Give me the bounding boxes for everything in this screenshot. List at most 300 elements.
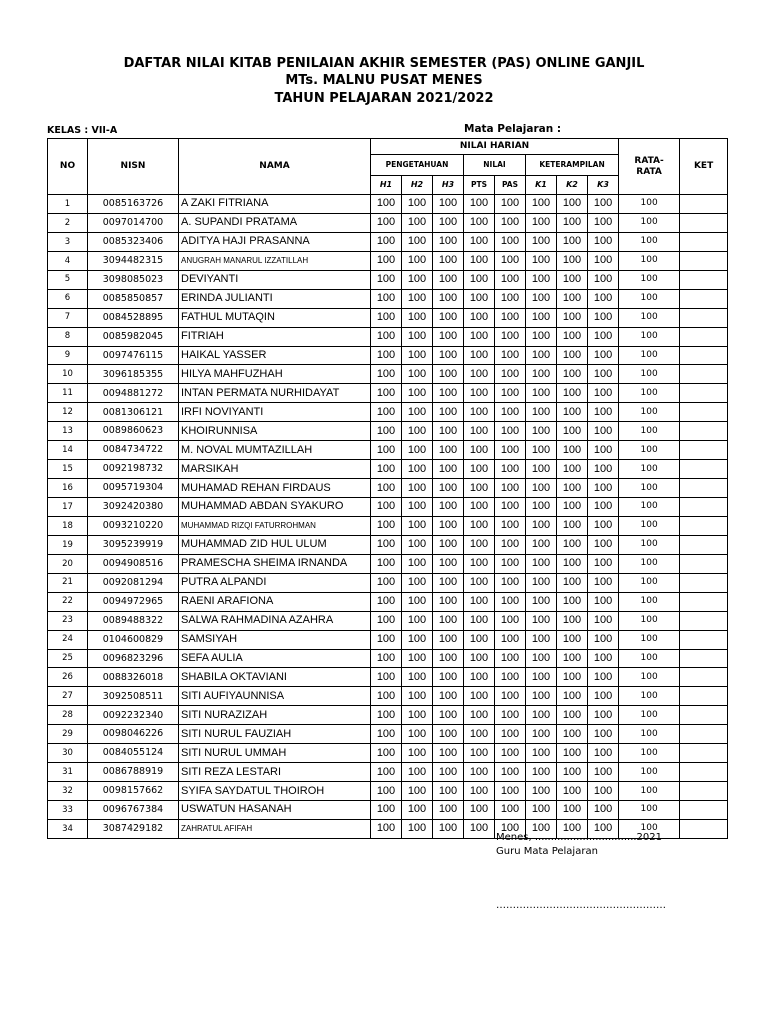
row-k3: 100 bbox=[588, 195, 619, 214]
row-k3: 100 bbox=[588, 535, 619, 554]
row-k1: 100 bbox=[526, 213, 557, 232]
row-pas: 100 bbox=[495, 592, 526, 611]
row-no: 15 bbox=[48, 460, 88, 479]
row-nama: SITI REZA LESTARI bbox=[179, 763, 371, 782]
row-pas: 100 bbox=[495, 308, 526, 327]
row-h1: 100 bbox=[371, 195, 402, 214]
row-ket bbox=[680, 630, 728, 649]
row-h1: 100 bbox=[371, 384, 402, 403]
table-row bbox=[48, 232, 728, 251]
row-k2: 100 bbox=[557, 611, 588, 630]
row-h2: 100 bbox=[402, 384, 433, 403]
row-k1: 100 bbox=[526, 725, 557, 744]
row-nisn: 0081306121 bbox=[88, 403, 179, 422]
row-h1: 100 bbox=[371, 801, 402, 820]
row-h1: 100 bbox=[371, 554, 402, 573]
row-k3: 100 bbox=[588, 687, 619, 706]
row-k2: 100 bbox=[557, 479, 588, 498]
row-h1: 100 bbox=[371, 346, 402, 365]
row-h1: 100 bbox=[371, 611, 402, 630]
row-k3: 100 bbox=[588, 668, 619, 687]
row-h3: 100 bbox=[433, 251, 464, 270]
row-k3: 100 bbox=[588, 213, 619, 232]
table-row bbox=[48, 327, 728, 346]
row-h2: 100 bbox=[402, 725, 433, 744]
row-no: 30 bbox=[48, 744, 88, 763]
row-h3: 100 bbox=[433, 498, 464, 517]
row-rata-rata: 100 bbox=[619, 554, 680, 573]
row-h3: 100 bbox=[433, 270, 464, 289]
row-ket bbox=[680, 706, 728, 725]
row-h1: 100 bbox=[371, 232, 402, 251]
row-k2: 100 bbox=[557, 516, 588, 535]
row-pas: 100 bbox=[495, 289, 526, 308]
row-h2: 100 bbox=[402, 763, 433, 782]
row-ket bbox=[680, 270, 728, 289]
row-nama: MUHAMMAD ABDAN SYAKURO bbox=[179, 498, 371, 517]
row-pts: 100 bbox=[464, 251, 495, 270]
row-h3: 100 bbox=[433, 327, 464, 346]
row-h2: 100 bbox=[402, 441, 433, 460]
row-k3: 100 bbox=[588, 801, 619, 820]
row-ket bbox=[680, 573, 728, 592]
row-h1: 100 bbox=[371, 592, 402, 611]
row-k3: 100 bbox=[588, 554, 619, 573]
row-h3: 100 bbox=[433, 819, 464, 838]
row-no: 14 bbox=[48, 441, 88, 460]
row-h3: 100 bbox=[433, 744, 464, 763]
row-k3: 100 bbox=[588, 384, 619, 403]
row-ket bbox=[680, 725, 728, 744]
row-h2: 100 bbox=[402, 535, 433, 554]
row-pts: 100 bbox=[464, 213, 495, 232]
row-nisn: 0085163726 bbox=[88, 195, 179, 214]
row-k3: 100 bbox=[588, 422, 619, 441]
row-h1: 100 bbox=[371, 289, 402, 308]
row-k1: 100 bbox=[526, 308, 557, 327]
row-h2: 100 bbox=[402, 422, 433, 441]
row-no: 1 bbox=[48, 195, 88, 214]
table-row bbox=[48, 725, 728, 744]
row-h3: 100 bbox=[433, 516, 464, 535]
table-row bbox=[48, 782, 728, 801]
row-k1: 100 bbox=[526, 384, 557, 403]
row-k1: 100 bbox=[526, 289, 557, 308]
row-pts: 100 bbox=[464, 365, 495, 384]
row-h3: 100 bbox=[433, 668, 464, 687]
header-sub-h2: H2 bbox=[402, 176, 433, 195]
row-h3: 100 bbox=[433, 782, 464, 801]
header-nama: NAMA bbox=[179, 139, 371, 195]
row-nisn: 0089860623 bbox=[88, 422, 179, 441]
row-h2: 100 bbox=[402, 819, 433, 838]
row-rata-rata: 100 bbox=[619, 573, 680, 592]
row-ket bbox=[680, 592, 728, 611]
row-k2: 100 bbox=[557, 763, 588, 782]
table-row bbox=[48, 308, 728, 327]
row-nama: USWATUN HASANAH bbox=[179, 801, 371, 820]
table-row bbox=[48, 384, 728, 403]
row-pas: 100 bbox=[495, 630, 526, 649]
table-row bbox=[48, 516, 728, 535]
row-pts: 100 bbox=[464, 346, 495, 365]
row-k1: 100 bbox=[526, 365, 557, 384]
row-nama: A. SUPANDI PRATAMA bbox=[179, 213, 371, 232]
row-pas: 100 bbox=[495, 327, 526, 346]
row-k3: 100 bbox=[588, 498, 619, 517]
row-nama: SITI NURUL FAUZIAH bbox=[179, 725, 371, 744]
row-pts: 100 bbox=[464, 687, 495, 706]
row-h2: 100 bbox=[402, 308, 433, 327]
row-h3: 100 bbox=[433, 535, 464, 554]
row-h3: 100 bbox=[433, 232, 464, 251]
row-k1: 100 bbox=[526, 801, 557, 820]
row-k3: 100 bbox=[588, 744, 619, 763]
row-rata-rata: 100 bbox=[619, 213, 680, 232]
row-rata-rata: 100 bbox=[619, 384, 680, 403]
row-no: 27 bbox=[48, 687, 88, 706]
row-pts: 100 bbox=[464, 611, 495, 630]
row-ket bbox=[680, 422, 728, 441]
row-no: 9 bbox=[48, 346, 88, 365]
row-h1: 100 bbox=[371, 516, 402, 535]
row-rata-rata: 100 bbox=[619, 346, 680, 365]
row-nama: RAENI ARAFIONA bbox=[179, 592, 371, 611]
row-ket bbox=[680, 611, 728, 630]
row-no: 11 bbox=[48, 384, 88, 403]
table-row bbox=[48, 535, 728, 554]
row-pts: 100 bbox=[464, 498, 495, 517]
row-rata-rata: 100 bbox=[619, 270, 680, 289]
table-row bbox=[48, 706, 728, 725]
row-k3: 100 bbox=[588, 725, 619, 744]
row-no: 18 bbox=[48, 516, 88, 535]
row-h2: 100 bbox=[402, 782, 433, 801]
row-nama: PRAMESCHA SHEIMA IRNANDA bbox=[179, 554, 371, 573]
row-pts: 100 bbox=[464, 535, 495, 554]
row-nama: ZAHRATUL AFIFAH bbox=[179, 819, 371, 838]
row-rata-rata: 100 bbox=[619, 630, 680, 649]
row-pts: 100 bbox=[464, 422, 495, 441]
row-k1: 100 bbox=[526, 649, 557, 668]
row-h1: 100 bbox=[371, 649, 402, 668]
table-row bbox=[48, 498, 728, 517]
row-nisn: 0096767384 bbox=[88, 801, 179, 820]
row-k3: 100 bbox=[588, 346, 619, 365]
row-nama: DEVIYANTI bbox=[179, 270, 371, 289]
table-row bbox=[48, 441, 728, 460]
row-pts: 100 bbox=[464, 782, 495, 801]
row-pts: 100 bbox=[464, 592, 495, 611]
row-nisn: 0085850857 bbox=[88, 289, 179, 308]
row-k3: 100 bbox=[588, 782, 619, 801]
row-rata-rata: 100 bbox=[619, 327, 680, 346]
row-rata-rata: 100 bbox=[619, 649, 680, 668]
row-pas: 100 bbox=[495, 687, 526, 706]
row-no: 2 bbox=[48, 213, 88, 232]
row-nisn: 0084528895 bbox=[88, 308, 179, 327]
row-pts: 100 bbox=[464, 270, 495, 289]
row-h2: 100 bbox=[402, 270, 433, 289]
row-ket bbox=[680, 384, 728, 403]
row-nisn: 0096823296 bbox=[88, 649, 179, 668]
row-rata-rata: 100 bbox=[619, 763, 680, 782]
row-h2: 100 bbox=[402, 630, 433, 649]
row-h1: 100 bbox=[371, 479, 402, 498]
table-row bbox=[48, 270, 728, 289]
row-pts: 100 bbox=[464, 706, 495, 725]
row-h1: 100 bbox=[371, 687, 402, 706]
row-k2: 100 bbox=[557, 573, 588, 592]
row-nama: INTAN PERMATA NURHIDAYAT bbox=[179, 384, 371, 403]
row-nisn: 0104600829 bbox=[88, 630, 179, 649]
row-rata-rata: 100 bbox=[619, 460, 680, 479]
row-k1: 100 bbox=[526, 706, 557, 725]
row-h3: 100 bbox=[433, 308, 464, 327]
row-no: 26 bbox=[48, 668, 88, 687]
row-k1: 100 bbox=[526, 422, 557, 441]
row-h3: 100 bbox=[433, 554, 464, 573]
row-h1: 100 bbox=[371, 573, 402, 592]
row-k3: 100 bbox=[588, 308, 619, 327]
row-k2: 100 bbox=[557, 195, 588, 214]
row-no: 3 bbox=[48, 232, 88, 251]
row-nama: A ZAKI FITRIANA bbox=[179, 195, 371, 214]
row-no: 6 bbox=[48, 289, 88, 308]
row-no: 5 bbox=[48, 270, 88, 289]
header-ket: KET bbox=[680, 139, 728, 195]
row-pas: 100 bbox=[495, 706, 526, 725]
row-h1: 100 bbox=[371, 498, 402, 517]
row-rata-rata: 100 bbox=[619, 782, 680, 801]
row-h2: 100 bbox=[402, 403, 433, 422]
row-h2: 100 bbox=[402, 611, 433, 630]
row-pts: 100 bbox=[464, 630, 495, 649]
table-row bbox=[48, 573, 728, 592]
header-nilai-harian: NILAI HARIAN bbox=[371, 139, 619, 155]
row-k1: 100 bbox=[526, 668, 557, 687]
row-h1: 100 bbox=[371, 460, 402, 479]
table-row bbox=[48, 422, 728, 441]
row-rata-rata: 100 bbox=[619, 289, 680, 308]
row-no: 28 bbox=[48, 706, 88, 725]
table-row bbox=[48, 649, 728, 668]
row-k1: 100 bbox=[526, 592, 557, 611]
row-ket bbox=[680, 251, 728, 270]
row-ket bbox=[680, 327, 728, 346]
row-nisn: 0097014700 bbox=[88, 213, 179, 232]
table-row bbox=[48, 763, 728, 782]
row-pts: 100 bbox=[464, 573, 495, 592]
row-k3: 100 bbox=[588, 649, 619, 668]
row-h3: 100 bbox=[433, 801, 464, 820]
row-h3: 100 bbox=[433, 365, 464, 384]
row-pts: 100 bbox=[464, 232, 495, 251]
row-k3: 100 bbox=[588, 763, 619, 782]
row-k2: 100 bbox=[557, 232, 588, 251]
row-k1: 100 bbox=[526, 498, 557, 517]
row-ket bbox=[680, 346, 728, 365]
row-pts: 100 bbox=[464, 289, 495, 308]
row-nisn: 0086788919 bbox=[88, 763, 179, 782]
row-nisn: 0092081294 bbox=[88, 573, 179, 592]
row-h3: 100 bbox=[433, 649, 464, 668]
row-rata-rata: 100 bbox=[619, 308, 680, 327]
row-nama: MARSIKAH bbox=[179, 460, 371, 479]
row-no: 19 bbox=[48, 535, 88, 554]
row-k3: 100 bbox=[588, 611, 619, 630]
row-k2: 100 bbox=[557, 289, 588, 308]
row-k2: 100 bbox=[557, 687, 588, 706]
row-h1: 100 bbox=[371, 744, 402, 763]
row-k1: 100 bbox=[526, 270, 557, 289]
row-pas: 100 bbox=[495, 573, 526, 592]
row-h2: 100 bbox=[402, 251, 433, 270]
row-pts: 100 bbox=[464, 744, 495, 763]
row-pts: 100 bbox=[464, 668, 495, 687]
row-k2: 100 bbox=[557, 460, 588, 479]
row-k1: 100 bbox=[526, 744, 557, 763]
row-ket bbox=[680, 554, 728, 573]
row-pas: 100 bbox=[495, 346, 526, 365]
row-nama: KHOIRUNNISA bbox=[179, 422, 371, 441]
row-k2: 100 bbox=[557, 441, 588, 460]
row-pas: 100 bbox=[495, 516, 526, 535]
row-rata-rata: 100 bbox=[619, 251, 680, 270]
row-pas: 100 bbox=[495, 479, 526, 498]
row-k1: 100 bbox=[526, 460, 557, 479]
row-h2: 100 bbox=[402, 649, 433, 668]
row-no: 31 bbox=[48, 763, 88, 782]
signature-date: Menes, ................................2021 bbox=[496, 832, 663, 843]
header-sub-k3: K3 bbox=[588, 176, 619, 195]
row-k2: 100 bbox=[557, 592, 588, 611]
row-k2: 100 bbox=[557, 327, 588, 346]
row-nama: SHABILA OKTAVIANI bbox=[179, 668, 371, 687]
row-no: 13 bbox=[48, 422, 88, 441]
row-nama: SITI NURUL UMMAH bbox=[179, 744, 371, 763]
row-ket bbox=[680, 479, 728, 498]
row-k2: 100 bbox=[557, 668, 588, 687]
row-nama: ANUGRAH MANARUL IZZATILLAH bbox=[179, 251, 371, 270]
row-nama: FATHUL MUTAQIN bbox=[179, 308, 371, 327]
row-h3: 100 bbox=[433, 763, 464, 782]
row-k3: 100 bbox=[588, 441, 619, 460]
row-h1: 100 bbox=[371, 327, 402, 346]
row-rata-rata: 100 bbox=[619, 744, 680, 763]
row-pts: 100 bbox=[464, 763, 495, 782]
row-h2: 100 bbox=[402, 801, 433, 820]
row-k2: 100 bbox=[557, 801, 588, 820]
table-row bbox=[48, 801, 728, 820]
row-h2: 100 bbox=[402, 327, 433, 346]
row-nisn: 0084734722 bbox=[88, 441, 179, 460]
row-rata-rata: 100 bbox=[619, 535, 680, 554]
row-pas: 100 bbox=[495, 744, 526, 763]
row-h3: 100 bbox=[433, 346, 464, 365]
row-ket bbox=[680, 289, 728, 308]
table-row bbox=[48, 365, 728, 384]
row-pas: 100 bbox=[495, 270, 526, 289]
table-row bbox=[48, 611, 728, 630]
signature-line: …………………………………………… bbox=[496, 900, 666, 911]
row-h3: 100 bbox=[433, 573, 464, 592]
row-k3: 100 bbox=[588, 573, 619, 592]
row-no: 17 bbox=[48, 498, 88, 517]
row-nisn: 0092198732 bbox=[88, 460, 179, 479]
row-h2: 100 bbox=[402, 592, 433, 611]
row-pts: 100 bbox=[464, 441, 495, 460]
row-k1: 100 bbox=[526, 630, 557, 649]
row-pas: 100 bbox=[495, 195, 526, 214]
row-pts: 100 bbox=[464, 195, 495, 214]
row-rata-rata: 100 bbox=[619, 441, 680, 460]
row-k1: 100 bbox=[526, 573, 557, 592]
grades-table bbox=[47, 138, 728, 839]
row-nama: MUHAMMAD RIZQI FATURROHMAN bbox=[179, 516, 371, 535]
table-header bbox=[48, 139, 728, 195]
row-rata-rata: 100 bbox=[619, 195, 680, 214]
row-nama: SAMSIYAH bbox=[179, 630, 371, 649]
row-k1: 100 bbox=[526, 346, 557, 365]
row-no: 22 bbox=[48, 592, 88, 611]
row-nama: ERINDA JULIANTI bbox=[179, 289, 371, 308]
row-k2: 100 bbox=[557, 782, 588, 801]
row-ket bbox=[680, 195, 728, 214]
row-k1: 100 bbox=[526, 819, 557, 838]
row-rata-rata: 100 bbox=[619, 801, 680, 820]
row-no: 24 bbox=[48, 630, 88, 649]
row-rata-rata: 100 bbox=[619, 403, 680, 422]
row-rata-rata: 100 bbox=[619, 725, 680, 744]
table-row bbox=[48, 668, 728, 687]
header-sub-pas: PAS bbox=[495, 176, 526, 195]
row-ket bbox=[680, 365, 728, 384]
row-h3: 100 bbox=[433, 441, 464, 460]
table-row bbox=[48, 744, 728, 763]
row-k3: 100 bbox=[588, 365, 619, 384]
row-ket bbox=[680, 516, 728, 535]
row-k1: 100 bbox=[526, 687, 557, 706]
row-k3: 100 bbox=[588, 516, 619, 535]
row-pas: 100 bbox=[495, 498, 526, 517]
row-ket bbox=[680, 782, 728, 801]
row-pas: 100 bbox=[495, 384, 526, 403]
row-h1: 100 bbox=[371, 403, 402, 422]
row-k1: 100 bbox=[526, 763, 557, 782]
row-ket bbox=[680, 460, 728, 479]
row-h2: 100 bbox=[402, 554, 433, 573]
row-k3: 100 bbox=[588, 460, 619, 479]
row-pas: 100 bbox=[495, 782, 526, 801]
row-h1: 100 bbox=[371, 782, 402, 801]
row-k3: 100 bbox=[588, 819, 619, 838]
row-no: 12 bbox=[48, 403, 88, 422]
row-pas: 100 bbox=[495, 668, 526, 687]
row-k1: 100 bbox=[526, 195, 557, 214]
row-k1: 100 bbox=[526, 479, 557, 498]
row-nisn: 0085323406 bbox=[88, 232, 179, 251]
row-h3: 100 bbox=[433, 213, 464, 232]
row-rata-rata: 100 bbox=[619, 592, 680, 611]
row-nisn: 0094881272 bbox=[88, 384, 179, 403]
row-h1: 100 bbox=[371, 706, 402, 725]
row-nama: SITI AUFIYAUNNISA bbox=[179, 687, 371, 706]
row-pts: 100 bbox=[464, 403, 495, 422]
row-h3: 100 bbox=[433, 403, 464, 422]
row-k2: 100 bbox=[557, 535, 588, 554]
row-rata-rata: 100 bbox=[619, 422, 680, 441]
